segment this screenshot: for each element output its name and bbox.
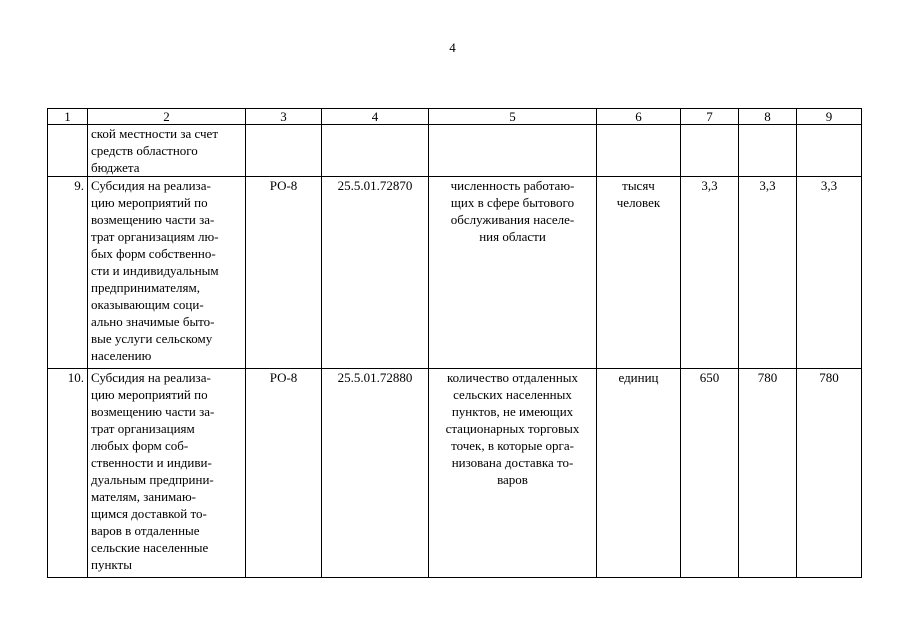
- column-header: 5: [429, 109, 597, 125]
- row-unit-cell: единиц: [597, 369, 681, 578]
- row-unit-cell: тысяч человек: [597, 177, 681, 369]
- column-header: 7: [681, 109, 739, 125]
- row-value-cell: [681, 125, 739, 177]
- row-value-cell: 780: [739, 369, 797, 578]
- row-number-cell: [48, 125, 88, 177]
- table-header-row: [48, 109, 862, 125]
- row-code-cell: РО-8: [246, 177, 322, 369]
- row-name-cell: ской местности за счет средств областного бюджета: [88, 125, 246, 177]
- row-number-cell: 9.: [48, 177, 88, 369]
- column-header: 1: [48, 109, 88, 125]
- row-value-cell: 3,3: [681, 177, 739, 369]
- row-value-cell: 3,3: [739, 177, 797, 369]
- row-value-cell: [739, 125, 797, 177]
- column-header: 3: [246, 109, 322, 125]
- row-unit-cell: [597, 125, 681, 177]
- column-header: 8: [739, 109, 797, 125]
- data-table: [47, 108, 862, 578]
- row-value-cell: 650: [681, 369, 739, 578]
- column-header: 2: [88, 109, 246, 125]
- row-name-cell: Субсидия на реализа- цию мероприятий по возмещению части за- трат организациям лю- бых форм собственно- сти и индивидуальным предпринимателям, оказывающим соци- ально значимые быто- вые услуги сельскому населению: [88, 177, 246, 369]
- table-row: [48, 369, 862, 578]
- row-kbk-cell: 25.5.01.72870: [322, 177, 429, 369]
- row-value-cell: 780: [797, 369, 862, 578]
- row-kbk-cell: [322, 125, 429, 177]
- row-value-cell: [797, 125, 862, 177]
- row-indicator-cell: количество отдаленных сельских населенных пунктов, не имеющих стационарных торговых точек, в которые орга- низована доставка то- варов: [429, 369, 597, 578]
- row-kbk-cell: 25.5.01.72880: [322, 369, 429, 578]
- page-number: 4: [449, 40, 456, 55]
- column-header: 9: [797, 109, 862, 125]
- row-value-cell: 3,3: [797, 177, 862, 369]
- row-code-cell: [246, 125, 322, 177]
- row-number-cell: 10.: [48, 369, 88, 578]
- column-header: 6: [597, 109, 681, 125]
- row-name-cell: Субсидия на реализа- цию мероприятий по возмещению части за- трат организациям любых форм соб- ственности и индиви- дуальным предприни- мателям, занимаю- щимся доставкой то- варов в отдаленные сельские населенные пункты: [88, 369, 246, 578]
- table-row: [48, 177, 862, 369]
- table-row: [48, 125, 862, 177]
- row-indicator-cell: [429, 125, 597, 177]
- row-indicator-cell: численность работаю- щих в сфере бытового обслуживания населе- ния области: [429, 177, 597, 369]
- column-header: 4: [322, 109, 429, 125]
- row-code-cell: РО-8: [246, 369, 322, 578]
